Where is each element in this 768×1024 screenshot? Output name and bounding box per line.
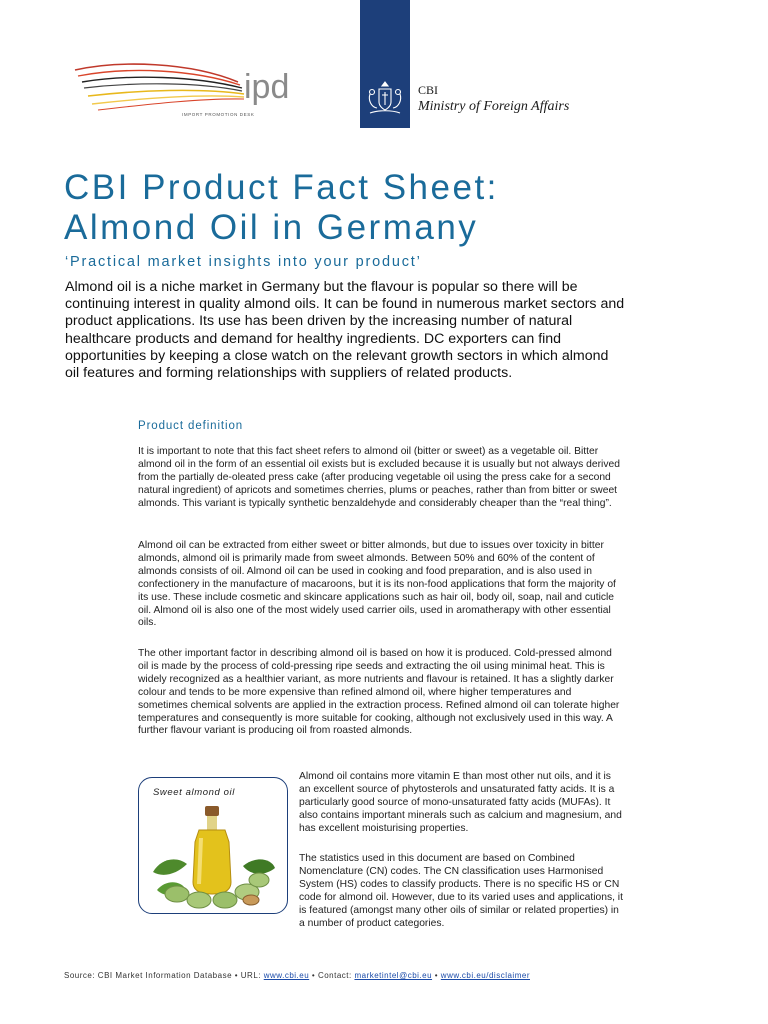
body-paragraph-1: It is important to note that this fact sheet refers to almond oil (bitter or sweet) as a vegetable oil. Bitter almond oil in the form of an essential oil exists but is excluded because it is usually but not always derived from the partially de-oleated press cake (after producing vegetable oil using the press cake for a second natural ingredient) of apricots and sometimes cherries, plums or peaches, rather than from bitter or sweet almonds. This variant is typically synthetic benzaldehyde and considerably cheaper than the “real thing”. [138, 446, 620, 509]
intro-paragraph: Almond oil is a niche market in Germany but the flavour is popular so there will be continuing interest in quality almond oils. It can be found in numerous market sectors and product applications. Its use has been driven by the increasing number of natural healthcare products and demand for healthy ingredients. DC exporters can find opportunities by keeping a close watch on the relevant growth sectors in which almond oil features and forming relationships with suppliers of related products. [65, 279, 625, 382]
ipd-logo-text: ipd [244, 68, 290, 106]
page-title-line2: Almond Oil in Germany [64, 208, 479, 247]
footer [64, 971, 530, 980]
footer-separator: • [432, 971, 441, 980]
footer-disclaimer-link[interactable]: www.cbi.eu/disclaimer [440, 971, 530, 980]
ipd-logo [70, 52, 320, 127]
cbi-ministry-label [418, 83, 569, 115]
body-paragraph-5: The statistics used in this document are based on Combined Nomenclature (CN) codes. The CN classification uses Harmonised System (HS) codes to classify products. There is no specific HS or CN code for almond oil. However, due to its varied uses and applications, it is featured (amongst many other oils of similar or related properties) in a number of product categories. [299, 853, 623, 929]
ipd-logo-tagline: IMPORT PROMOTION DESK [182, 112, 255, 117]
cbi-label: CBI [418, 83, 439, 97]
page-subtitle: ‘Practical market insights into your product’ [65, 254, 422, 270]
cbi-banner [360, 0, 410, 128]
body-paragraph-2: Almond oil can be extracted from either sweet or bitter almonds, but due to issues over toxicity in bitter almonds, almond oil is primarily made from sweet almonds. Between 50% and 60% of the content of almonds consists of oil. Almond oil can be used in cooking and food preparation, and is also used in confectionery in the manufacture of macaroons, but it is its non-food applications that form the majority of its use. These include cosmetic and skincare applications such as hair oil, body oil, soap, nail and cuticle oil. Almond oil is also one of the most widely used carrier oils, used in aromatherapy with other essential oils. [138, 540, 616, 629]
page-title-line1: CBI Product Fact Sheet: [64, 168, 499, 207]
body-paragraph-4: Almond oil contains more vitamin E than most other nut oils, and it is an excellent source of phytosterols and unsaturated fatty acids. It is a particularly good source of mono-unsaturated fatty acids (MUFAs). It also contains important minerals such as calcium and magnesium, and has excellent moisturising properties. [299, 771, 622, 834]
ministry-label: Ministry of Foreign Affairs [418, 99, 570, 114]
body-paragraph-3: The other important factor in describing almond oil is based on how it is produced. Cold-pressed almond oil is made by the process of cold-pressing ripe seeds and extracting the oil using minimal heat. This is widely recognized as a healthier variant, as more nutrients and flavour is retained. It has a slightly darker colour and tends to be more expensive than refined almond oil, where higher temperatures and sometimes chemical solvents are applied in the extraction process. Refined almond oil can tolerate higher temperatures and consequently is more suitable for cooking, although not exclusively used in this way. A further flavour variant is producing oil from roasted almonds. [138, 648, 620, 737]
footer-source: Source: CBI Market Information Database [64, 971, 233, 980]
footer-url-link[interactable]: www.cbi.eu [263, 971, 310, 980]
page-title [64, 168, 499, 248]
section-heading-product-definition: Product definition [138, 420, 244, 432]
footer-contact-label: Contact: [317, 971, 355, 980]
sweet-almond-oil-figure [138, 777, 288, 914]
ipd-swoosh-icon [70, 52, 320, 127]
footer-separator: • [309, 971, 318, 980]
footer-url-label: URL: [240, 971, 264, 980]
footer-separator: • [232, 971, 241, 980]
footer-contact-link[interactable]: marketintel@cbi.eu [354, 971, 433, 980]
dutch-coat-of-arms-icon [364, 80, 406, 118]
almond-oil-bottle-icon [147, 802, 279, 910]
figure-caption: Sweet almond oil [153, 787, 235, 798]
